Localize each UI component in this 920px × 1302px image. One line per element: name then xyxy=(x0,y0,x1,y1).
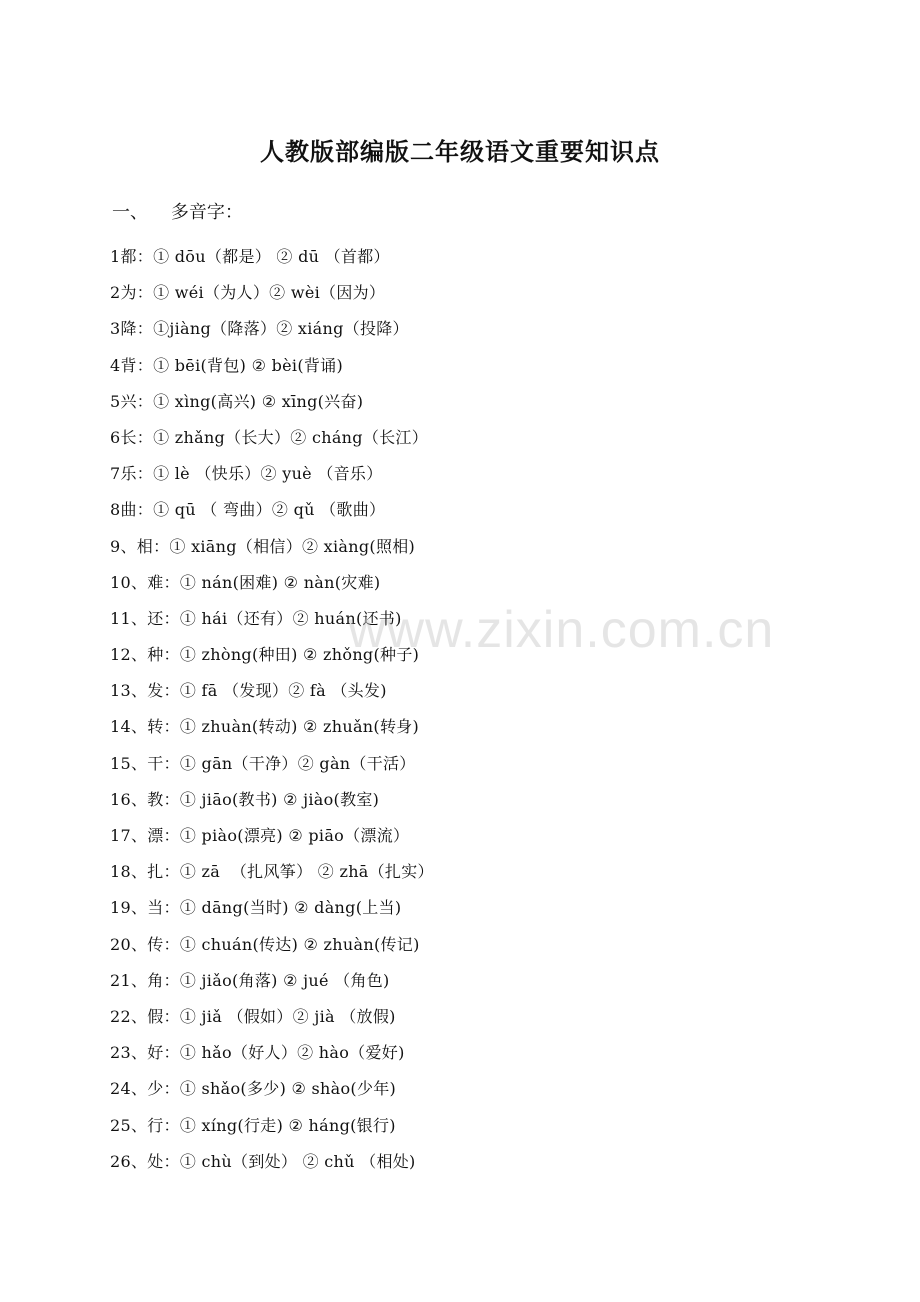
list-item: 24、少：① shǎo(多少) ② shào(少年) xyxy=(110,1079,397,1099)
list-item: 17、漂：① piào(漂亮) ② piāo（漂流） xyxy=(110,826,410,845)
section-heading: 一、 多音字： xyxy=(112,202,243,223)
list-item: 13、发：① fā （发现）② fà （头发) xyxy=(110,681,387,701)
list-item: 22、假：① jiǎ （假如）② jià （放假) xyxy=(110,1006,396,1026)
list-item: 11、还：① hái（还有）② huán(还书) xyxy=(110,608,402,628)
list-item: 10、难：① nán(困难) ② nàn(灾难) xyxy=(110,572,381,592)
list-item: 20、传：① chuán(传达) ② zhuàn(传记) xyxy=(110,934,420,954)
list-item: 23、好：① hǎo（好人）② hào（爱好) xyxy=(110,1043,405,1063)
list-item: 15、干：① gān（干净）② gàn（干活） xyxy=(110,753,416,773)
list-item: 25、行：① xíng(行走) ② háng(银行) xyxy=(110,1115,396,1135)
list-item: 6长：① zhǎng（长大）② cháng（长江） xyxy=(110,427,429,447)
list-item: 9、相：① xiāng（相信）② xiàng(照相) xyxy=(110,536,416,556)
list-item: 7乐：① lè （快乐）② yuè （音乐） xyxy=(110,464,383,484)
list-item: 2为：① wéi（为人）② wèi（因为） xyxy=(110,283,386,303)
list-item: 4背：① bēi(背包) ② bèi(背诵) xyxy=(110,355,344,375)
list-item: 3降：①jiàng（降落）② xiáng（投降） xyxy=(110,319,409,339)
list-item: 12、种：① zhòng(种田) ② zhǒng(种子) xyxy=(110,645,420,665)
list-item: 16、教：① jiāo(教书) ② jiào(教室) xyxy=(110,789,380,809)
list-item: 14、转：① zhuàn(转动) ② zhuǎn(转身) xyxy=(110,717,420,737)
list-item: 19、当：① dāng(当时) ② dàng(上当) xyxy=(110,898,402,918)
list-item: 8曲：① qū （ 弯曲）② qǔ （歌曲） xyxy=(110,500,386,520)
list-item: 21、角：① jiǎo(角落) ② jué （角色) xyxy=(110,970,390,990)
polyphonic-list xyxy=(110,245,434,1186)
watermark: www.zixin.com.cn xyxy=(348,601,775,659)
list-item: 5兴：① xìng(高兴) ② xīng(兴奋) xyxy=(110,391,364,411)
document-title: 人教版部编版二年级语文重要知识点 xyxy=(260,137,660,166)
list-item: 1都：① dōu（都是） ② dū （首都） xyxy=(110,247,390,266)
list-item: 26、处：① chù（到处） ② chǔ （相处) xyxy=(110,1151,416,1171)
list-item: 18、扎：① zā （扎风筝） ② zhā（扎实） xyxy=(110,862,434,882)
